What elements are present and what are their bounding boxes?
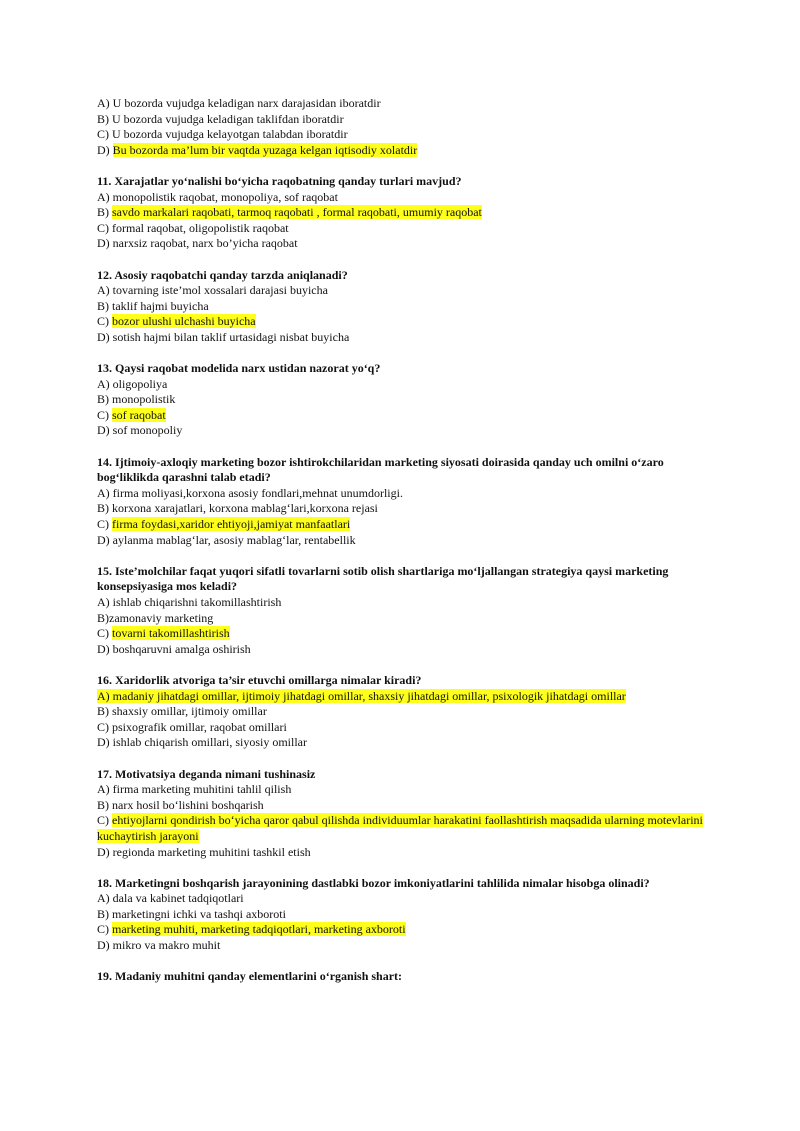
option-prefix: D) [97,236,113,251]
answer-option [97,221,707,237]
option-text: dala va kabinet tadqiqotlari [112,891,244,906]
question-block [97,361,707,439]
question-title: 18. Marketingni boshqarish jarayonining dastlabki bozor imkoniyatlarini tahlilida nimalar hisobga olinadi? [97,875,650,890]
question-block [97,673,707,751]
option-text: firma moliyasi,korxona asosiy fondlari,mehnat unumdorligi. [112,485,403,500]
option-text: marketingni ichki va tashqi axboroti [112,906,286,921]
option-text: ishlab chiqarish omillari, siyosiy omillar [112,735,307,750]
document-page [97,96,707,1000]
answer-option [97,486,707,502]
question-block [97,96,707,158]
option-prefix: D) [97,329,113,344]
answer-option [97,236,707,252]
answer-option [97,938,707,954]
option-text: ishlab chiqarishni takomillashtirish [112,595,282,609]
answer-option [97,907,707,923]
answer-option [97,845,707,861]
question-block [97,564,707,658]
option-prefix: C) [97,314,112,329]
question-title: 11. Xarajatlar yo‘nalishi bo‘yicha raqobatning qanday turlari mavjud? [97,173,462,188]
option-text: aylanma mablag‘lar, asosiy mablag‘lar, rentabellik [112,532,356,547]
correct-answer-highlight: ehtiyojlarni qondirish bo‘yicha qaror qabul qilishda individuumlar harakatini faollashtirish maqsadida ularning motevlarini kuchaytirish jarayoni [97,813,703,843]
option-prefix: B) [97,501,112,516]
answer-option [97,314,707,330]
question-block [97,455,707,549]
option-prefix: A) [97,283,113,298]
correct-answer-highlight: bozor ulushi ulchashi buyicha [112,314,256,329]
option-text: monopolistik [112,392,176,407]
option-prefix: B) [97,797,112,812]
correct-answer-highlight: firma foydasi,xaridor ehtiyoji,jamiyat manfaatlari [112,517,351,532]
option-prefix: A) [97,189,113,204]
option-prefix: A) [97,891,113,906]
option-text: U bozorda vujudga keladigan narx darajasidan iboratdir [112,96,381,110]
answer-option [97,127,707,143]
answer-option [97,735,707,751]
answer-option [97,143,707,159]
question-title: 15. Iste’molchilar faqat yuqori sifatli tovarlarni sotib olish shartlariga mo‘ljallangan strategiya qaysi marketing konsepsiyasiga mos keladi? [97,563,669,594]
option-prefix: A) [97,782,113,797]
option-prefix: D) [97,641,113,656]
option-prefix: C) [97,719,112,734]
option-prefix: C) [97,220,112,235]
answer-option [97,330,707,346]
option-text: taklif hajmi buyicha [112,298,209,313]
option-prefix: D) [97,938,113,953]
answer-option [97,408,707,424]
option-prefix: A) [97,96,113,110]
question-block [97,876,707,954]
option-prefix: A) [97,376,113,391]
answer-option [97,813,707,844]
question-title: 17. Motivatsiya deganda nimani tushinasiz [97,766,316,781]
correct-answer-highlight: savdo markalari raqobati, tarmoq raqobati , formal raqobati, umumiy raqobat [112,205,482,220]
answer-option [97,423,707,439]
option-prefix: B) [97,906,112,921]
option-prefix: B) [97,298,112,313]
question-title: 19. Madaniy muhitni qanday elementlarini o‘rganish shart: [97,969,403,984]
answer-option [97,205,707,221]
option-prefix: D) [97,423,113,438]
answer-option [97,501,707,517]
option-prefix: C) [97,127,112,142]
option-prefix: B) [97,704,112,719]
option-prefix: B) [97,610,109,625]
option-prefix: D) [97,735,113,750]
option-prefix: B) [97,392,112,407]
answer-option [97,112,707,128]
answer-option [97,190,707,206]
answer-option [97,626,707,642]
answer-option [97,517,707,533]
question-title: 14. Ijtimoiy-axloqiy marketing bozor ishtirokchilaridan marketing siyosati doirasida qanday uch omilni o‘zaro bog‘liklikda qarashni talab etadi? [97,454,664,485]
answer-option [97,782,707,798]
option-text: narx hosil bo‘lishini boshqarish [112,797,264,812]
option-text: firma marketing muhitini tahlil qilish [112,782,292,797]
option-text: sotish hajmi bilan taklif urtasidagi nisbat buyicha [112,329,350,344]
option-text: oligopoliya [112,376,168,391]
answer-option [97,392,707,408]
option-text: boshqaruvni amalga oshirish [112,641,251,656]
option-text: tovarning iste’mol xossalari darajasi buyicha [112,283,328,298]
option-text: psixografik omillar, raqobat omillari [112,719,287,734]
option-text: U bozorda vujudga kelayotgan talabdan iboratdir [112,127,348,142]
answer-option [97,611,707,627]
answer-option [97,891,707,907]
option-prefix: D) [97,532,113,547]
option-text: shaxsiy omillar, ijtimoiy omillar [112,704,267,719]
option-prefix: B) [97,111,112,126]
question-block [97,174,707,252]
option-prefix: D) [97,844,113,859]
correct-answer-highlight: Bu bozorda ma’lum bir vaqtda yuzaga kelgan iqtisodiy xolatdir [112,142,418,157]
option-text: sof monopoliy [112,423,183,438]
option-prefix: C) [97,626,112,641]
option-prefix: D) [97,142,113,157]
option-text: korxona xarajatlari, korxona mablag‘lari,korxona rejasi [112,501,378,516]
option-prefix: A) [97,485,113,500]
question-block [97,268,707,346]
option-text: regionda marketing muhitini tashkil etish [112,844,311,859]
correct-answer-highlight: sof raqobat [112,407,166,422]
answer-option [97,922,707,938]
option-prefix: B) [97,205,112,220]
option-text: narxsiz raqobat, narx bo’yicha raqobat [112,236,298,251]
option-prefix: C) [97,922,112,937]
option-text: mikro va makro muhit [112,938,221,953]
option-text: zamonaviy marketing [109,610,214,625]
question-block [97,767,707,861]
option-text: U bozorda vujudga keladigan taklifdan iboratdir [112,111,344,126]
answer-option [97,642,707,658]
answer-option [97,595,707,611]
question-title: 13. Qaysi raqobat modelida narx ustidan nazorat yo‘q? [97,361,381,376]
question-title: 12. Asosiy raqobatchi qanday tarzda aniqlanadi? [97,267,348,282]
answer-option [97,689,707,705]
question-block [97,969,707,985]
correct-answer-highlight: A) madaniy jihatdagi omillar, ijtimoiy jihatdagi omillar, shaxsiy jihatdagi omillar, psixologik jihatdagi omillar [97,688,626,703]
correct-answer-highlight: tovarni takomillashtirish [112,626,230,641]
answer-option [97,798,707,814]
option-text: formal raqobat, oligopolistik raqobat [112,220,289,235]
answer-option [97,377,707,393]
option-prefix: C) [97,407,112,422]
option-prefix: A) [97,595,113,609]
option-prefix: C) [97,813,112,828]
answer-option [97,720,707,736]
answer-option [97,299,707,315]
answer-option [97,704,707,720]
answer-option [97,96,707,112]
correct-answer-highlight: marketing muhiti, marketing tadqiqotlari, marketing axboroti [112,922,406,937]
answer-option [97,283,707,299]
option-prefix: C) [97,517,112,532]
answer-option [97,533,707,549]
question-title: 16. Xaridorlik atvoriga ta’sir etuvchi omillarga nimalar kiradi? [97,672,422,687]
option-text: monopolistik raqobat, monopoliya, sof raqobat [112,189,338,204]
